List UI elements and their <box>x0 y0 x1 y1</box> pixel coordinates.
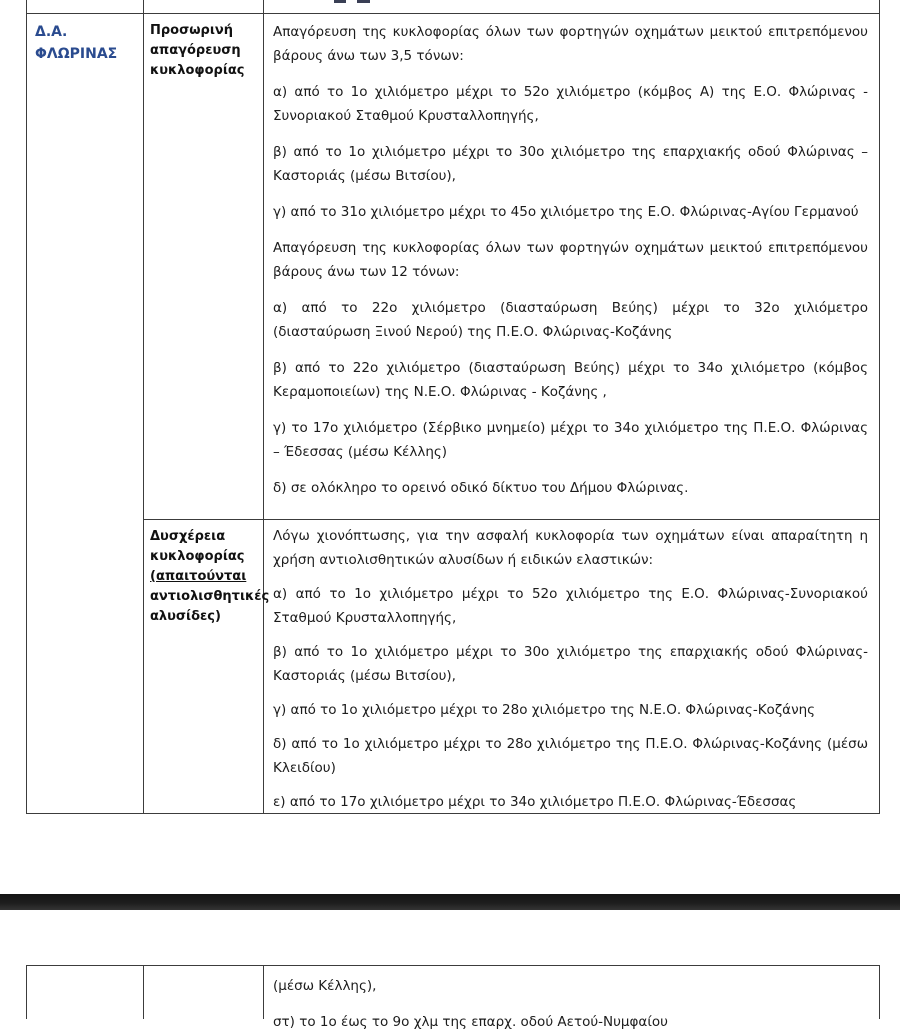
region-name-line1: Δ.Α. <box>35 24 68 40</box>
traffic-table-continued <box>26 965 880 1030</box>
paragraph: Λόγω χιονόπτωσης, για την ασφαλή κυκλοφορία των οχημάτων είναι απαραίτητη η χρήση αντιολισθητικών αλυσίδων ή ειδικών ελαστικών: <box>273 528 868 568</box>
paragraph: δ) σε ολόκληρο το ορεινό οδικό δίκτυο του Δήμου Φλώρινας. <box>273 480 689 496</box>
row1-content-cell <box>264 14 879 519</box>
paragraph: Απαγόρευση της κυκλοφορίας όλων των φορτηγών οχημάτων μεικτού επιτρεπόμενου βάρους άνω των 3,5 τόνων: <box>273 24 868 64</box>
paragraph: ε) από το 17ο χιλιόμετρο μέχρι το 34ο χιλιόμετρο Π.Ε.Ο. Φλώρινας-Έδεσσας <box>273 794 797 810</box>
paragraph: Απαγόρευση της κυκλοφορίας όλων των φορτηγών οχημάτων μεικτού επιτρεπόμενου βάρους άνω των 12 τόνων: <box>273 240 868 280</box>
row2-content-cell <box>264 520 879 812</box>
row2-header <box>150 527 270 627</box>
row2-header-underlined: (απαιτούνται <box>150 569 247 584</box>
paragraph: β) από το 1ο χιλιόμετρο μέχρι το 30ο χιλιόμετρο της επαρχιακής οδού Φλώρινας – Καστοριάς (μέσω Βιτσίου), <box>273 144 868 184</box>
region-name-line2: ΦΛΩΡΙΝΑΣ <box>35 46 118 62</box>
paragraph: δ) από το 1ο χιλιόμετρο μέχρι το 28ο χιλιόμετρο της Π.Ε.Ο. Φλώρινας-Κοζάνης (μέσω Κλειδίου) <box>273 736 868 776</box>
region-cell <box>27 14 143 812</box>
paragraph: α) από το 22ο χιλιόμετρο (διασταύρωση Βεύης) μέχρι το 32ο χιλιόμετρο (διασταύρωση Ξινού Νερού) της Π.Ε.Ο. Φλώρινας-Κοζάνης <box>273 300 868 340</box>
paragraph: γ) από το 1ο χιλιόμετρο μέχρι το 28ο χιλιόμετρο της Ν.Ε.Ο. Φλώρινας-Κοζάνης <box>273 702 816 718</box>
continued-content-cell <box>264 966 879 1030</box>
paragraph: β) από το 1ο χιλιόμετρο μέχρι το 30ο χιλιόμετρο της επαρχιακής οδού Φλώρινας-Καστοριάς (μέσω Βιτσίου), <box>273 644 868 684</box>
row2-header-cell <box>144 520 270 812</box>
row2-header-text: αντιολισθητικές αλυσίδες) <box>150 589 270 624</box>
paragraph: β) από το 22ο χιλιόμετρο (διασταύρωση Βεύης) μέχρι το 34ο χιλιόμετρο (κόμβος Κεραμοποιείων) της Ν.Ε.Ο. Φλώρινας - Κοζάνης , <box>273 360 868 400</box>
column-divider <box>143 966 144 1019</box>
page-separator-bar <box>0 894 900 910</box>
paragraph: στ) το 1ο έως το 9ο χλμ της επαρχ. οδού Αετού-Νυμφαίου <box>273 1014 668 1030</box>
paragraph: α) από το 1ο χιλιόμετρο μέχρι το 52ο χιλιόμετρο της Ε.Ο. Φλώρινας-Συνοριακού Σταθμού Κρυσταλλοπηγής, <box>273 586 868 626</box>
paragraph: γ) από το 31ο χιλιόμετρο μέχρι το 45ο χιλιόμετρο της Ε.Ο. Φλώρινας-Αγίου Γερμανού <box>273 204 859 220</box>
clipped-text-fragment <box>357 0 370 3</box>
traffic-restrictions-table <box>26 0 880 814</box>
clipped-text-fragment <box>334 0 346 3</box>
row1-header: Προσωρινή απαγόρευση κυκλοφορίας <box>150 23 245 78</box>
paragraph: (μέσω Κέλλης), <box>273 978 377 994</box>
row1-header-cell <box>144 14 263 519</box>
paragraph: α) από το 1ο χιλιόμετρο μέχρι το 52ο χιλιόμετρο (κόμβος Α) της Ε.Ο. Φλώρινας - Συνοριακού Σταθμού Κρυσταλλοπηγής, <box>273 84 868 124</box>
row2-header-text: Δυσχέρεια κυκλοφορίας <box>150 529 245 564</box>
paragraph: γ) το 17ο χιλιόμετρο (Σέρβικο μνημείο) μέχρι το 34ο χιλιόμετρο της Π.Ε.Ο. Φλώρινας – Έδεσσας (μέσω Κέλλης) <box>273 420 868 460</box>
